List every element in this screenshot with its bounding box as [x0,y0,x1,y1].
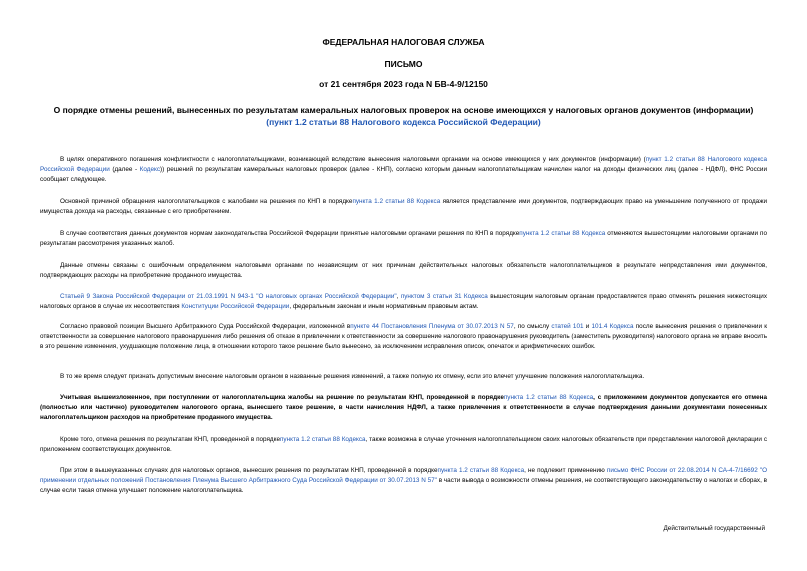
p9-link-1[interactable]: пункта 1.2 статьи 88 Кодекса [280,436,366,443]
p5-link-1[interactable]: Статьей 9 Закона Российской Федерации от 21.03.1991 N 943-1 "О налоговых органах Российской Федерации" [60,293,397,300]
paragraph-4 [40,261,767,281]
p6-text-1: Согласно правовой позиции Высшего Арбитражного Суда Российской Федерации, изложенной в [60,323,351,330]
p10-text-3: в части вывода о возможности отмены решения, не соответствующего законодательству о налогах и сборах, в случае если такая отмена улучшает положение налогоплательщика. [40,476,767,494]
p6-link-1[interactable]: пункте 44 Постановления Пленума от 30.07.2013 N 57 [350,323,514,330]
p5-text-2: вышестоящим налоговым органам предоставляется право отменять решения нижестоящих налоговых органов в случае их несоответствия [40,293,768,310]
p6-text-4: после вынесения решения о привлечении к ответственности за совершение налогового правонарушения либо решения об отказе в привлечении к ответственности за совершение налогового правонарушения руководитель (заместитель руководителя) налогового органа не вправе вносить в это решение изменения, ухудшающие положение лица, в отношении которого такое решение было вынесено, за исключением исправления описок, опечаток и арифметических ошибок. [40,323,768,350]
p6-text-3: и [583,323,592,330]
paragraph-2 [40,197,767,217]
p3-link-1[interactable]: пункта 1.2 статьи 88 Кодекса [519,230,606,237]
p3-text-1: В случае соответствия данных документов нормам законодательства Российской Федерации принятые налоговыми органами решения по КНП в порядке [60,230,520,237]
paragraph-5 [40,292,767,312]
paragraph-1 [40,155,767,184]
p6-link-2[interactable]: статей 101 [551,323,584,330]
p10-text-2: , не подлежит применению [524,467,607,474]
p1-link-2[interactable]: Кодекс [139,165,160,173]
p4-text-1: Данные отмены связаны с ошибочным определением налоговыми органами по независящим от них причинам действительных налоговых обязательств налогоплательщиков в результате непредставления ими документов, подтверждающих расходы на приобретение проданного имущества. [40,262,767,279]
paragraph-7 [40,372,767,382]
paragraph-10 [40,466,767,495]
agency-name: ФЕДЕРАЛЬНАЯ НАЛОГОВАЯ СЛУЖБА [322,37,485,47]
p7-text-1: В то же время следует признать допустимым внесение налоговым органом в названные решения изменений, а также полную их отмену, если это влечет улучшение положения налогоплательщика. [60,373,645,380]
p2-text-1: Основной причиной обращения налогоплательщиков с жалобами на решения по КНП в порядке [60,198,353,205]
p5-text-3: , федеральным законам и иным нормативным правовым актам. [289,302,479,310]
paragraph-9 [40,435,767,455]
p5-link-2[interactable]: пунктом 3 статьи 31 Кодекса [400,293,488,300]
p10-text-1: При этом в вышеуказанных случаях для налоговых органов, вынесших решения по результатам КНП, проведенной в порядке [60,467,438,474]
signature-footer: Действительный государственный [663,525,765,532]
p1-text-2: (далее - [109,165,140,173]
p8-text-1: Учитывая вышеизложенное, при поступлении от налогоплательщика жалобы на решение по результатам КНП, проведенной в порядке [60,394,504,401]
p10-link-1[interactable]: пункта 1.2 статьи 88 Кодекса [437,467,525,474]
document-title [30,104,777,128]
paragraph-8 [40,393,767,422]
p3-text-2: отменяются вышестоящими налоговыми органами по результатам рассмотрения указанных жалоб. [40,230,767,247]
p2-link-1[interactable]: пункта 1.2 статьи 88 Кодекса [352,198,441,205]
title-text: О порядке отмены решений, вынесенных по результатам камеральных налоговых проверок на основе имеющихся у налоговых органов документов (информации) [53,105,754,115]
document-date: от 21 сентября 2023 года N БВ-4-9/12150 [319,79,488,89]
p10-link-2[interactable]: письмо ФНС России от 22.08.2014 N СА-4-7/16692 "О применении отдельных положений Постановления Пленума Высшего Арбитражного Суда Российской Федерации от 30.07.2013 N 57" [40,467,768,484]
paragraph-3 [40,229,767,249]
p6-link-3[interactable]: 101.4 Кодекса [591,323,634,330]
document-type: ПИСЬМО [384,59,423,69]
p5-link-3[interactable]: Конституции Российской Федерации [181,302,290,310]
p2-text-2: является представление ими документов, подтверждающих право на уменьшение полученного от продажи имущества дохода на расходы, связанные с его приобретением. [40,198,767,215]
p1-link-1[interactable]: пункт 1.2 статьи 88 Налогового кодекса Российской Федерации [40,156,767,173]
p1-text-1: В целях оперативного погашения конфликтности с налогоплательщиками, возникающей вследствие вынесения налоговыми органами на основе имеющихся у них документов (информации) ( [60,156,646,163]
p9-text-2: , также возможна в случае уточнения налогоплательщиком своих налоговых обязательств при представлении налоговой декларации с приложением соответствующих документов. [40,436,767,453]
p8-link-1[interactable]: пункта 1.2 статьи 88 Кодекса [503,394,594,401]
p9-text-1: Кроме того, отмена решения по результатам КНП, проведенной в порядке [60,436,280,443]
p8-text-2: , с приложением документов допускается его отмена (полностью или частично) руководителем налогового органа, вынесшего такое решение, в части начисления НДФЛ, а также привлечения к ответственности в случае подтверждения данными документами понесенных налогоплательщиком расходов на приобретение проданного имущества. [40,394,767,421]
p6-text-2: , по смыслу [513,323,552,330]
paragraph-6 [40,322,767,351]
p1-text-3: )) решений по результатам камеральных налоговых проверок (далее - КНП), согласно которым данным налогоплательщикам начислен налог на доходы физических лиц (далее - НДФЛ), ФНС России сообщает следующее. [40,165,767,183]
title-link[interactable]: (пункт 1.2 статьи 88 Налогового кодекса Российской Федерации) [266,117,541,127]
p5-text-1: , [396,293,401,300]
